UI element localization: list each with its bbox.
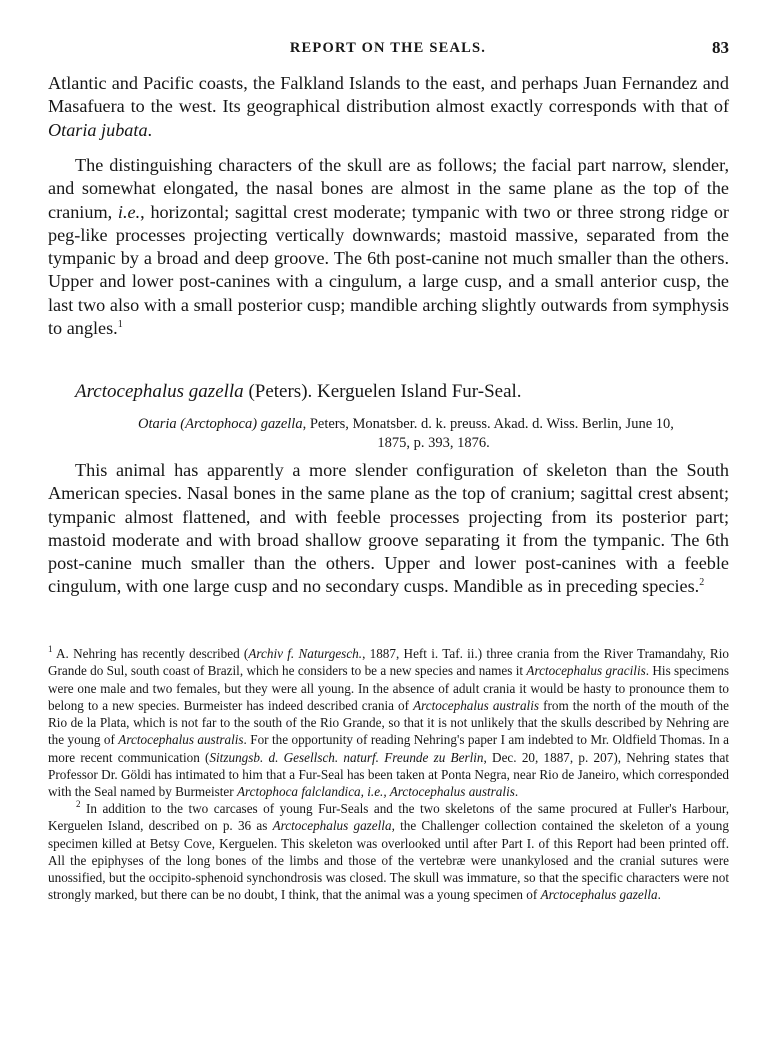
footnote-ref-2[interactable]: 2	[699, 577, 705, 589]
paragraph-text: , horizontal; sagittal crest moderate; tympanic with two or three strong ridge or peg-like processes projecting vertically downwards; mastoid massive, separated from the tympanic by a broad and deep groove. The 6th post-canine not much smaller than the others. Upper and lower post-canines with a cingulum, a large cusp, and a small anterior cusp, the last two also with a small posterior cusp; mandible arching slightly outwards from symphysis to angles.	[48, 201, 729, 339]
running-header: REPORT ON THE SEALS.	[289, 40, 487, 56]
paragraph-text: Atlantic and Pacific coasts, the Falkland Islands to the east, and perhaps Juan Fernandez and Masafuera to the west. Its geographical distribution almost exactly corresponds with that of	[48, 73, 729, 117]
paragraph-text: This animal has apparently a more slender configuration of skeleton than the South American species. Nasal bones in the same plane as the top of cranium; sagittal crest absent; tympanic almost flattened, and with feeble processes projecting from its posterior part; mastoid moderate and with broad shallow groove separating it from the tympanic. The 6th post-canine much smaller than the others. Upper and lower post-canines with a feeble cingulum, with one large cusp and no secondary cusps. Mandible as in preceding species.	[48, 460, 729, 597]
footnote-italic: Arctocephalus australis	[413, 697, 540, 713]
footnote-text: . For the opportunity of reading Nehring's paper I am indebted to Mr. Oldfield Thomas. In a more recent communication (	[48, 732, 729, 765]
citation-subgenus: (Arctophoca)	[180, 416, 258, 432]
footnote-number: 2	[76, 799, 81, 809]
species-heading	[75, 381, 522, 403]
paragraph-text: The distinguishing characters of the skull are as follows; the facial part narrow, slender, and somewhat elongated, the nasal bones are almost in the same plane as the top of the cranium,	[48, 155, 729, 222]
species-name-italic: Otaria jubata	[48, 119, 148, 140]
footnote-text: from the north of the mouth of the Rio de la Plata, which is not far to the south of the Rio Grande, so that it is not unlikely that the skulls described by Nehring are the young of	[48, 697, 729, 748]
paragraph-gazella-description	[48, 459, 729, 599]
footnote-text: . His specimens were one male and two females, but they were all young. In the absence of adult crania it would be hasty to pronounce them to belong to a new species. Burmeister has indeed described crania of	[48, 663, 729, 713]
species-heading-authority: (Peters). Kerguelen Island Fur-Seal.	[243, 381, 522, 402]
paragraph-skull-characters	[48, 154, 729, 340]
footnote-italic: Arctocephalus gazella	[272, 818, 392, 834]
citation-epithet: gazella	[260, 416, 303, 432]
species-heading-name: Arctocephalus gazella	[75, 381, 244, 402]
footnote-italic: Sitzungsb. d. Gesellsch. naturf. Freunde zu Berlin	[209, 749, 484, 765]
footnote-italic: Arctocephalus gracilis	[526, 663, 646, 679]
species-citation	[138, 415, 729, 453]
footnote-text: , Dec. 20, 1887, p. 207), Nehring states that Professor Dr. Göldi has intimated to him that a Fur-Seal has been taken at Ponta Negra, near Rio de Janeiro, which corresponded with the Seal named by Burmeister	[48, 749, 729, 800]
footnote-text: , 1887, Heft i. Taf. ii.) three crania from the River Tramandahy, Rio Grande do Sul, south coast of Brazil, which he considers to be a new species and names it	[48, 646, 729, 679]
paragraph-distribution	[48, 72, 729, 142]
footnote-italic: Arctocephalus gazella	[540, 887, 658, 903]
footnote-italic: Arctophoca falclandica, i.e., Arctocephalus australis	[236, 784, 515, 800]
footnote-italic: Archiv f. Naturgesch.	[248, 646, 363, 661]
footnote-number: 1	[48, 644, 53, 654]
footnote-italic: Arctocephalus australis	[118, 732, 244, 748]
footnote-text: In addition to the two carcases of young Fur-Seals and the two skeletons of the same procured at Fuller's Harbour, Kerguelen Island, described on p. 36 as	[48, 801, 729, 834]
citation-text-continued: 1875, p. 393, 1876.	[377, 435, 490, 451]
footnote-text: .	[514, 784, 519, 800]
citation-text: , Peters, Monatsber. d. k. preuss. Akad. d. Wiss. Berlin, June 10,	[302, 416, 674, 432]
footnote-1	[48, 645, 729, 801]
footnote-text: .	[657, 887, 661, 903]
page-number: 83	[712, 38, 729, 57]
citation-genus: Otaria	[138, 416, 177, 432]
footnote-ref-1[interactable]: 1	[117, 319, 123, 331]
footnote-2	[48, 800, 729, 904]
footnote-text: , the Challenger collection contained the skeleton of a young specimen killed at Betsy Cove, Kerguelen. This skeleton was overlooked until after Part I. of this Report had been printed off. All the epiphyses of the long bones of the limbs and those of the vertebræ were unankylosed and the cranial sutures were unossified, but the occipito-sphenoid synchondrosis was closed. The skull was immature, so that the specific characters were not strongly marked, but there can be no doubt, I think, that the animal was a young specimen of	[48, 818, 729, 903]
abbreviation-italic: i.e.	[117, 201, 141, 222]
footnote-text: A. Nehring has recently described (	[52, 646, 249, 661]
paragraph-text: .	[147, 119, 153, 140]
